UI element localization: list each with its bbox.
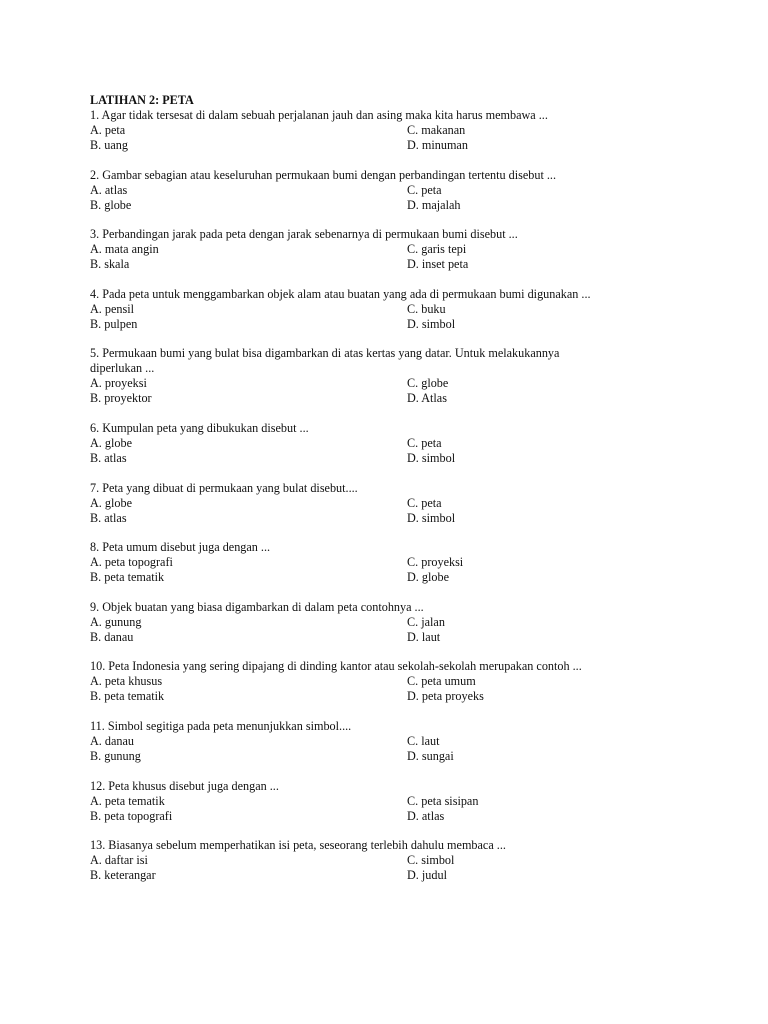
question-item [90, 779, 710, 824]
option-row [90, 198, 710, 213]
option-b: B. skala [90, 257, 130, 272]
option-d: D. minuman [407, 138, 468, 152]
question-text: 12. Peta khusus disebut juga dengan ... [90, 778, 279, 793]
option-c: C. peta [407, 495, 442, 510]
option-c: C. peta sisipan [407, 793, 479, 808]
option-c: C. buku [407, 301, 446, 316]
option-a: A. peta tematik [90, 793, 165, 808]
option-d: D. judul [407, 868, 447, 883]
option-row [90, 496, 710, 511]
option-b: B. peta tematik [90, 689, 165, 704]
option-d: D. simbol [407, 450, 456, 465]
option-b: B. peta tematik [90, 570, 165, 585]
option-d: D. simbol [407, 316, 456, 331]
question-text: 1. Agar tidak tersesat di dalam sebuah perjalanan jauh dan asing maka kita harus membawa ... [90, 108, 548, 122]
question-item [90, 838, 710, 883]
option-a: A. peta [90, 123, 126, 137]
option-d: D. inset peta [407, 257, 469, 272]
option-c: C. peta [407, 435, 442, 450]
option-b: B. danau [90, 629, 134, 644]
option-b: B. globe [90, 197, 132, 212]
option-a: A. atlas [90, 182, 128, 197]
option-b: B. atlas [90, 510, 127, 525]
option-row [90, 853, 710, 868]
option-row [90, 630, 710, 645]
option-c: C. proyeksi [407, 555, 464, 570]
option-c: C. jalan [407, 614, 445, 629]
option-row [90, 555, 710, 570]
question-item [90, 108, 710, 153]
question-item [90, 168, 710, 213]
option-b: B. pulpen [90, 316, 138, 331]
option-row [90, 615, 710, 630]
question-item [90, 719, 710, 764]
option-c: C. peta umum [407, 674, 476, 689]
option-row [90, 302, 710, 317]
option-row [90, 451, 710, 466]
option-b: B. uang [90, 138, 128, 152]
option-c: C. simbol [407, 853, 455, 868]
question-text: 9. Objek buatan yang biasa digambarkan di dalam peta contohnya ... [90, 599, 424, 614]
option-row [90, 123, 710, 138]
option-row [90, 511, 710, 526]
option-d: D. laut [407, 629, 441, 644]
option-a: A. gunung [90, 614, 142, 629]
question-item [90, 346, 710, 406]
question-text: 8. Peta umum disebut juga dengan ... [90, 540, 271, 555]
option-row [90, 689, 710, 704]
option-row [90, 183, 710, 198]
question-text: 6. Kumpulan peta yang dibukukan disebut ... [90, 420, 309, 435]
question-text: 7. Peta yang dibuat di permukaan yang bulat disebut.... [90, 480, 358, 495]
option-row [90, 242, 710, 257]
question-text: 2. Gambar sebagian atau keseluruhan permukaan bumi dengan perbandingan tertentu disebut ... [90, 167, 557, 182]
worksheet-body [90, 93, 710, 898]
question-item [90, 600, 710, 645]
option-row [90, 391, 710, 406]
option-row [90, 868, 710, 883]
option-c: C. garis tepi [407, 242, 467, 257]
option-a: A. mata angin [90, 242, 159, 257]
option-b: B. proyektor [90, 391, 152, 406]
option-d: D. Atlas [407, 391, 447, 406]
worksheet-title: LATIHAN 2: PETA [90, 93, 194, 107]
option-row [90, 809, 710, 824]
option-a: A. danau [90, 733, 134, 748]
question-text: 4. Pada peta untuk menggambarkan objek alam atau buatan yang ada di permukaan bumi digunakan ... [90, 286, 591, 301]
option-c: C. makanan [407, 123, 466, 137]
option-row [90, 674, 710, 689]
option-b: B. peta topografi [90, 808, 173, 823]
option-b: B. gunung [90, 748, 141, 763]
option-row [90, 734, 710, 749]
option-row [90, 138, 710, 153]
question-text: 11. Simbol segitiga pada peta menunjukkan simbol.... [90, 718, 352, 733]
option-b: B. atlas [90, 450, 127, 465]
option-row [90, 794, 710, 809]
question-item [90, 227, 710, 272]
option-a: A. peta topografi [90, 555, 173, 570]
option-d: D. globe [407, 570, 449, 585]
option-a: A. pensil [90, 301, 135, 316]
question-item [90, 659, 710, 704]
option-a: A. globe [90, 495, 132, 510]
question-text: 5. Permukaan bumi yang bulat bisa digambarkan di atas kertas yang datar. Untuk melakukannya diperlukan ... [90, 346, 560, 376]
option-c: C. laut [407, 733, 440, 748]
option-c: C. peta [407, 182, 442, 197]
question-item [90, 421, 710, 466]
option-d: D. atlas [407, 808, 445, 823]
question-text: 13. Biasanya sebelum memperhatikan isi peta, seseorang terlebih dahulu membaca ... [90, 838, 506, 853]
option-b: B. keterangar [90, 868, 156, 883]
option-row [90, 436, 710, 451]
question-list [90, 108, 710, 883]
option-d: D. sungai [407, 748, 454, 763]
option-row [90, 317, 710, 332]
option-a: A. proyeksi [90, 376, 147, 391]
option-row [90, 257, 710, 272]
option-c: C. globe [407, 376, 449, 391]
question-item [90, 287, 710, 332]
option-a: A. globe [90, 435, 132, 450]
option-d: D. peta proyeks [407, 689, 484, 704]
option-row [90, 376, 710, 391]
option-a: A. daftar isi [90, 853, 148, 868]
option-d: D. simbol [407, 510, 456, 525]
option-d: D. majalah [407, 197, 461, 212]
question-item [90, 481, 710, 526]
option-row [90, 749, 710, 764]
option-row [90, 570, 710, 585]
question-item [90, 540, 710, 585]
question-text: 3. Perbandingan jarak pada peta dengan jarak sebenarnya di permukaan bumi disebut ... [90, 227, 518, 242]
option-a: A. peta khusus [90, 674, 163, 689]
question-text: 10. Peta Indonesia yang sering dipajang di dinding kantor atau sekolah-sekolah merupakan contoh ... [90, 659, 582, 674]
